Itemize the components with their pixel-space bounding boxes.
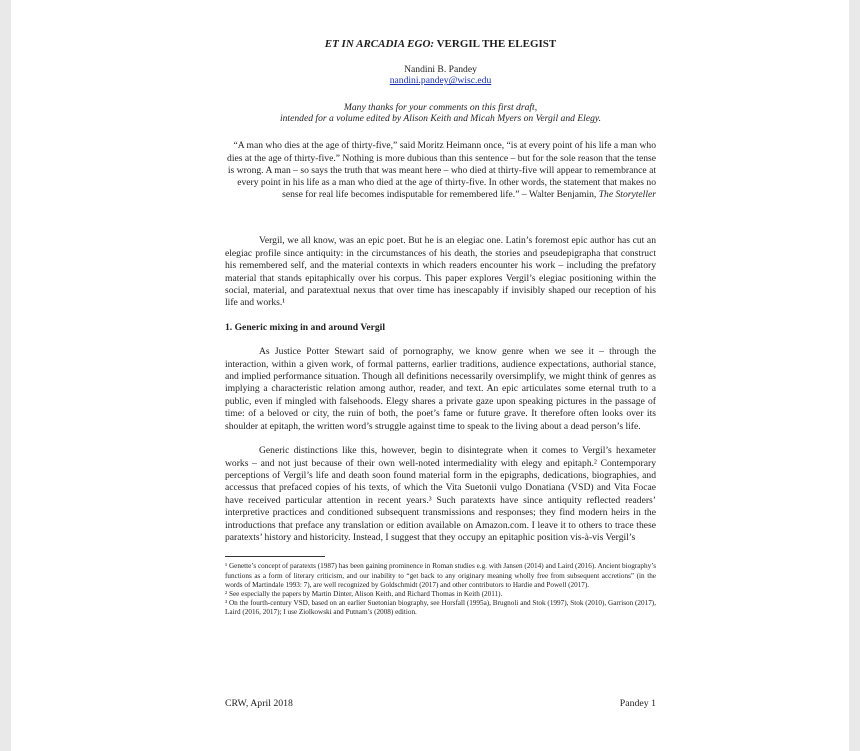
body-paragraph-genre: As Justice Potter Stewart said of pornography, we know genre when we see it – through the interaction, within a given work, of formal patterns, earlier traditions, audience expectations, authorial stance, and implied performance situation. Though all definitions necessarily oversimplify, we might think of genres as implying a characteristic relation among author, reader, and text. An epic articulates some eternal truth to a public, even if mingled with falsehoods. Elegy shares a private gaze upon speaking pictures in the passage of time: of a beloved or city, the ruin of both, the poet’s fame or future grave. It therefore often looks over its shoulder at epitaph, the written word’s struggle against time to speak to the living about a dead person’s life. — [225, 346, 656, 432]
page-number: Pandey 1 — [619, 698, 656, 709]
footnote-2: ² See especially the papers by Martin Dinter, Alison Keith, and Richard Thomas in Keith (2011). — [225, 589, 503, 598]
title-rest: VERGIL THE ELEGIST — [434, 38, 557, 50]
author-block — [225, 64, 656, 86]
acknowledgement-note — [225, 102, 656, 124]
footnotes — [225, 562, 656, 617]
epigraph-text: “A man who dies at the age of thirty-five,” said Moritz Heimann once, “is at every point of his life a man who dies at the age of thirty-five.” Nothing is more dubious than this sentence – but for the sole reason that the tense is wrong. A man – so says the truth that was meant here – who died at thirty-five will appear to remembrance at every point in his life as a man who died at the age of thirty-five. In other words, the statement that makes no sense for real life becomes indisputable for remembered life.” – Walter Benjamin, — [227, 140, 656, 201]
body-paragraph-paratexts: Generic distinctions like this, however, begin to disintegrate when it comes to Vergil’s hexameter works – and not just because of their own well-noted intermediality with elegy and epitaph.² Contemporary perceptions of Vergil’s life and death soon found material form in the epigraphs, dedications, biographies, and accessus that prefaced copies of his texts, of which the Vita Suetonii vulgo Donatiana (VSD) and Vita Focae have received particular attention in recent years.³ Such paratexts have since antiquity reflected readers’ interpretive practices and conditioned subsequent transmissions and responses; they find modern heirs in the introductions that preface any translation or edition available on Amazon.com. I leave it to others to trace these paratexts’ history and historicity. Instead, I suggest that they occupy an epitaphic position vis-à-vis Vergil’s — [225, 445, 656, 543]
footer-left: CRW, April 2018 — [225, 698, 293, 709]
footnote-1: ¹ Genette’s concept of paratexts (1987) has been gaining prominence in Roman studies e.g. with Jansen (2014) and Laird (2016). Ancient biography’s functions as a form of literary criticism, and our inability to “get back to any originary meaning wholly free from subsequent accretions” (in the words of Martindale 1993: 7), are well recognized by Goldschmidt (2017) and other contributors to Hardie and Powell (2017). — [225, 562, 656, 589]
thanks-line-2: intended for a volume edited by Alison Keith and Micah Myers on Vergil and Elegy. — [279, 113, 602, 125]
author-email-link[interactable]: nandini.pandey@wisc.edu — [389, 75, 492, 87]
footnote-3: ³ On the fourth-century VSD, based on an earlier Suetonian biography, see Horsfall (1995a), Brugnoli and Stok (1997), Stok (2010), Garrison (2017), Laird (2016, 2017); I use Ziolkowski and Putnam’s (2008) edition. — [225, 599, 656, 617]
thanks-line-1: Many thanks for your comments on this first draft, — [343, 102, 538, 114]
section-heading: 1. Generic mixing in and around Vergil — [225, 321, 386, 333]
paper-title — [225, 38, 656, 50]
author-name: Nandini B. Pandey — [404, 64, 477, 76]
document-page — [11, 0, 849, 751]
page-content — [225, 38, 656, 618]
title-italic-part: ET IN ARCADIA EGO: — [324, 38, 435, 50]
footnote-divider — [225, 556, 325, 557]
intro-paragraph: Vergil, we all know, was an epic poet. But he is an elegiac one. Latin’s foremost epic author has cut an elegiac profile since antiquity: in the circumstances of his death, the stories and pseudepigrapha that construct his remembered self, and the material contexts in which readers encounter his work – including the prefatory material that stands epitaphically over his corpus. This paper explores Vergil’s elegiac positioning within the social, material, and paratextual nexus that over time has inescapably if invisibly shaped our reception of his life and works.¹ — [225, 235, 656, 309]
epigraph-source-title: The Storyteller — [598, 189, 656, 201]
epigraph — [225, 140, 656, 201]
